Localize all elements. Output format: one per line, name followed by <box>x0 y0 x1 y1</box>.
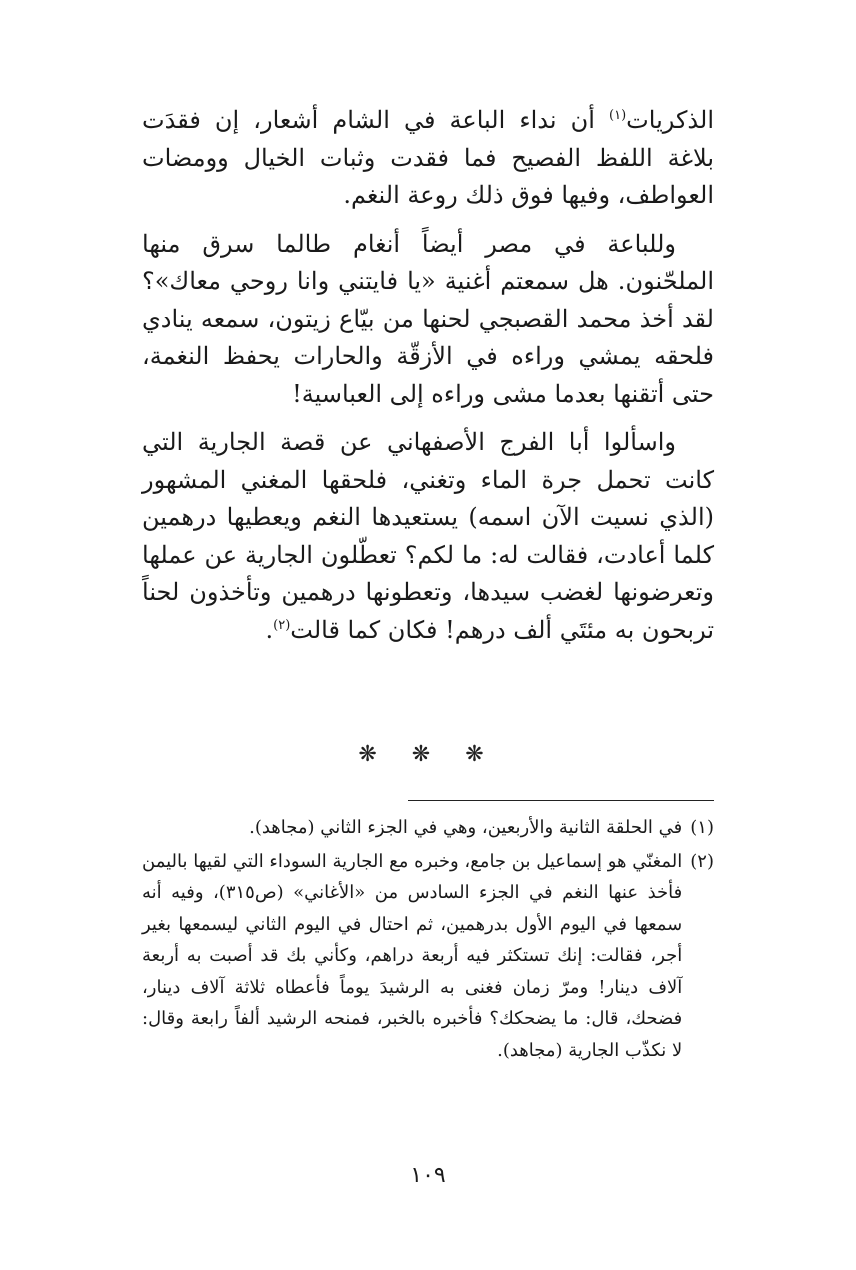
paragraph-3-text-end: . <box>265 615 274 644</box>
footnote-text: في الحلقة الثانية والأربعين، وهي في الجزء الثاني (مجاهد). <box>249 817 683 838</box>
paragraph-1 <box>142 102 714 215</box>
footnote-2 <box>142 846 714 1067</box>
footnote-text: المغنّي هو إسماعيل بن جامع، وخبره مع الجارية السوداء التي لقيها باليمن فأخذ عنها النغم في الجزء السادس من «الأغاني» (ص٣١٥)، وفيه أنه سمعها في اليوم الأول بدرهمين، ثم احتال في اليوم الثاني ليسمعها بغير أجر، فقالت: إنك تستكثر فيه أربعة دراهم، وكأني بك قد أصبت به أربعة آلاف دينار! ومرّ زمان فغنى به الرشيدَ يوماً فأعطاه ثلاثة آلاف دينار، فضحك، قال: ما يضحكك؟ فأخبره بالخبر، فمنحه الرشيد ألفاً رابعة وقال: لا نكذّب الجارية (مجاهد). <box>142 850 683 1061</box>
footnote-number: (١) <box>690 817 714 838</box>
page-number: ١٠٩ <box>410 1163 446 1188</box>
paragraph-3 <box>142 424 714 649</box>
footnote-number: (٢) <box>690 850 714 872</box>
footnote-divider <box>408 800 714 801</box>
paragraph-3-text-start: واسألوا أبا الفرج الأصفهاني عن قصة الجارية التي كانت تحمل جرة الماء وتغني، فلحقها المغني المشهور (الذي نسيت الآن اسمه) يستعيدها النغم ويعطيها درهمين كلما أعادت، فقالت له: ما لكم؟ تعطّلون الجارية عن عملها وتعرضونها لغضب سيدها، وتعطونها درهمين وتأخذون لحناً تربحون به مئتَي ألف درهم! فكان كما قالت <box>142 428 714 644</box>
footnotes <box>142 812 714 1068</box>
section-separator: ❋ ❋ ❋ <box>358 742 498 767</box>
main-text <box>142 102 714 660</box>
paragraph-2: وللباعة في مصر أيضاً أنغام طالما سرق منها الملحّنون. هل سمعتم أغنية «يا فايتني وانا روحي معاك»؟ لقد أخذ محمد القصبجي لحنها من بيّاع زيتون، سمعه ينادي فلحقه يمشي وراءه في الأزقّة والحارات يحفظ النغمة، حتى أتقنها بعدما مشى وراءه إلى العباسية! <box>142 229 714 408</box>
footnote-ref-1[interactable]: (١) <box>609 108 627 123</box>
paragraph-1-text-start: الذكريات <box>626 106 714 134</box>
paragraph-1-text-end: أن نداء الباعة في الشام أشعار، إن فقدَت بلاغة اللفظ الفصيح فما فقدت وثبات الخيال وومضات العواطف، وفيها فوق ذلك روعة النغم. <box>142 106 714 209</box>
footnote-ref-2[interactable]: (٢) <box>273 617 291 633</box>
footnote-1 <box>142 812 714 844</box>
